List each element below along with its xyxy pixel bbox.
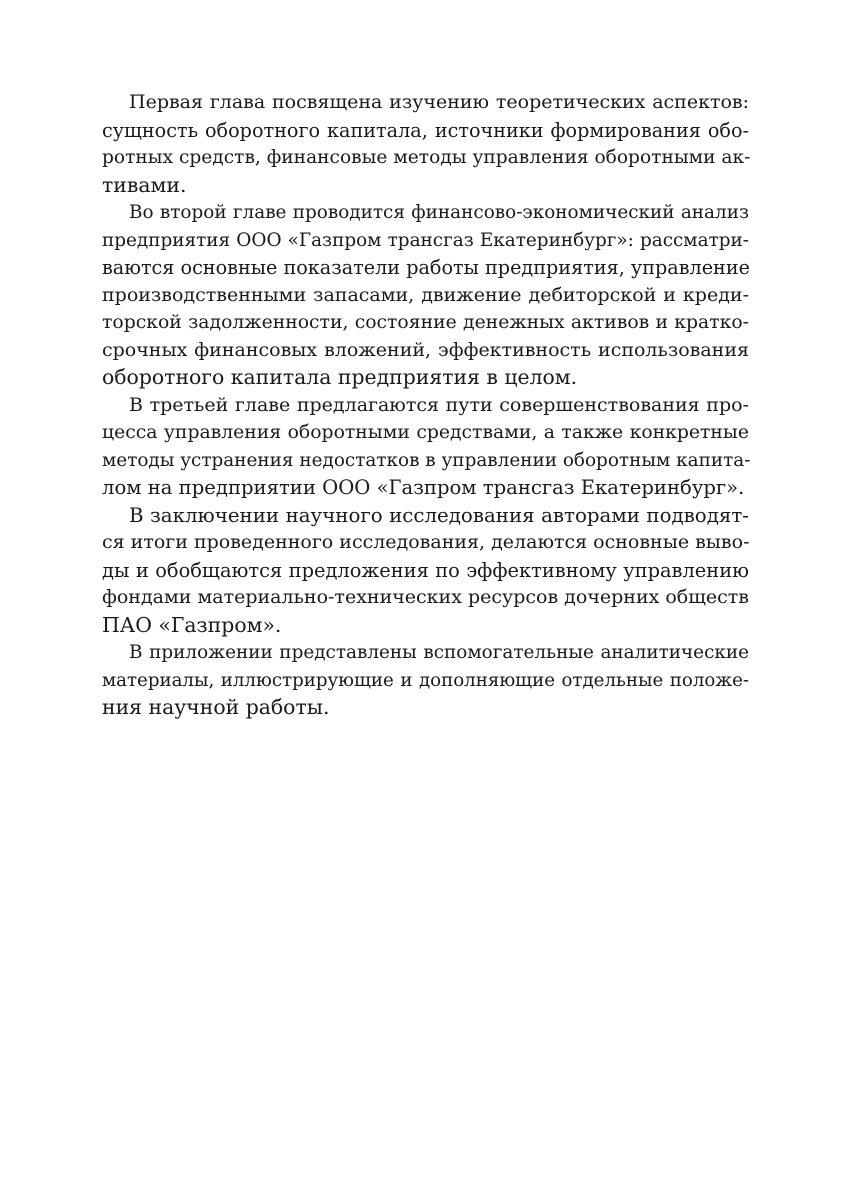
text-line: лом на предприятии ООО «Газпром трансгаз Екатеринбург». (102, 476, 745, 499)
text-line: торской задолженности, состояние денежных активов и кратко- (102, 312, 749, 333)
text-line: методы устранения недостатков в управлении оборотным капита- (102, 449, 751, 471)
paragraph-chapter-three (102, 392, 749, 502)
body-text (102, 89, 749, 722)
text-line: В третьей главе предлагаются пути совершенствования про- (129, 393, 749, 416)
text-line: сущность оборотного капитала, источники формирования обо- (102, 118, 749, 142)
text-line: срочных финансовых вложений, эффективность использования (102, 338, 749, 361)
text-line: фондами материально-технических ресурсов дочерних обществ (102, 586, 750, 608)
text-line: производственными запасами, движение дебиторской и креди- (102, 283, 749, 306)
text-line: ся итоги проведенного исследования, делаются основные выво- (102, 531, 750, 553)
text-line: ды и обобщаются предложения по эффективному управлению (102, 558, 749, 582)
text-line: оборотного капитала предприятия в целом. (102, 365, 578, 389)
text-line: Во второй главе проводится финансово-экономический анализ (129, 202, 749, 223)
text-line: материалы, иллюстрирующие и дополняющие отдельные положе- (102, 669, 749, 691)
text-line: Первая глава посвящена изучению теоретических аспектов: (129, 91, 749, 113)
text-line: ротных средств, финансовые методы управления оборотными ак- (102, 147, 751, 168)
paragraph-chapter-two (102, 199, 749, 392)
text-line: тивами. (102, 172, 187, 197)
text-line: В заключении научного исследования авторами подводят- (129, 503, 749, 527)
text-line: цесса управления оборотными средствами, а также конкретные (102, 422, 749, 443)
text-line: ваются основные показатели работы предприятия, управление (102, 256, 750, 279)
paragraph-conclusion (102, 502, 749, 640)
paragraph-chapter-one (102, 89, 749, 199)
text-line: предприятия ООО «Газпром трансгаз Екатеринбург»: рассматри- (102, 229, 749, 251)
text-line: ния научной работы. (102, 695, 330, 719)
paragraph-appendix (102, 639, 749, 722)
text-line: ПАО «Газпром». (102, 612, 282, 637)
text-line: В приложении представлены вспомогательные аналитические (129, 642, 749, 663)
